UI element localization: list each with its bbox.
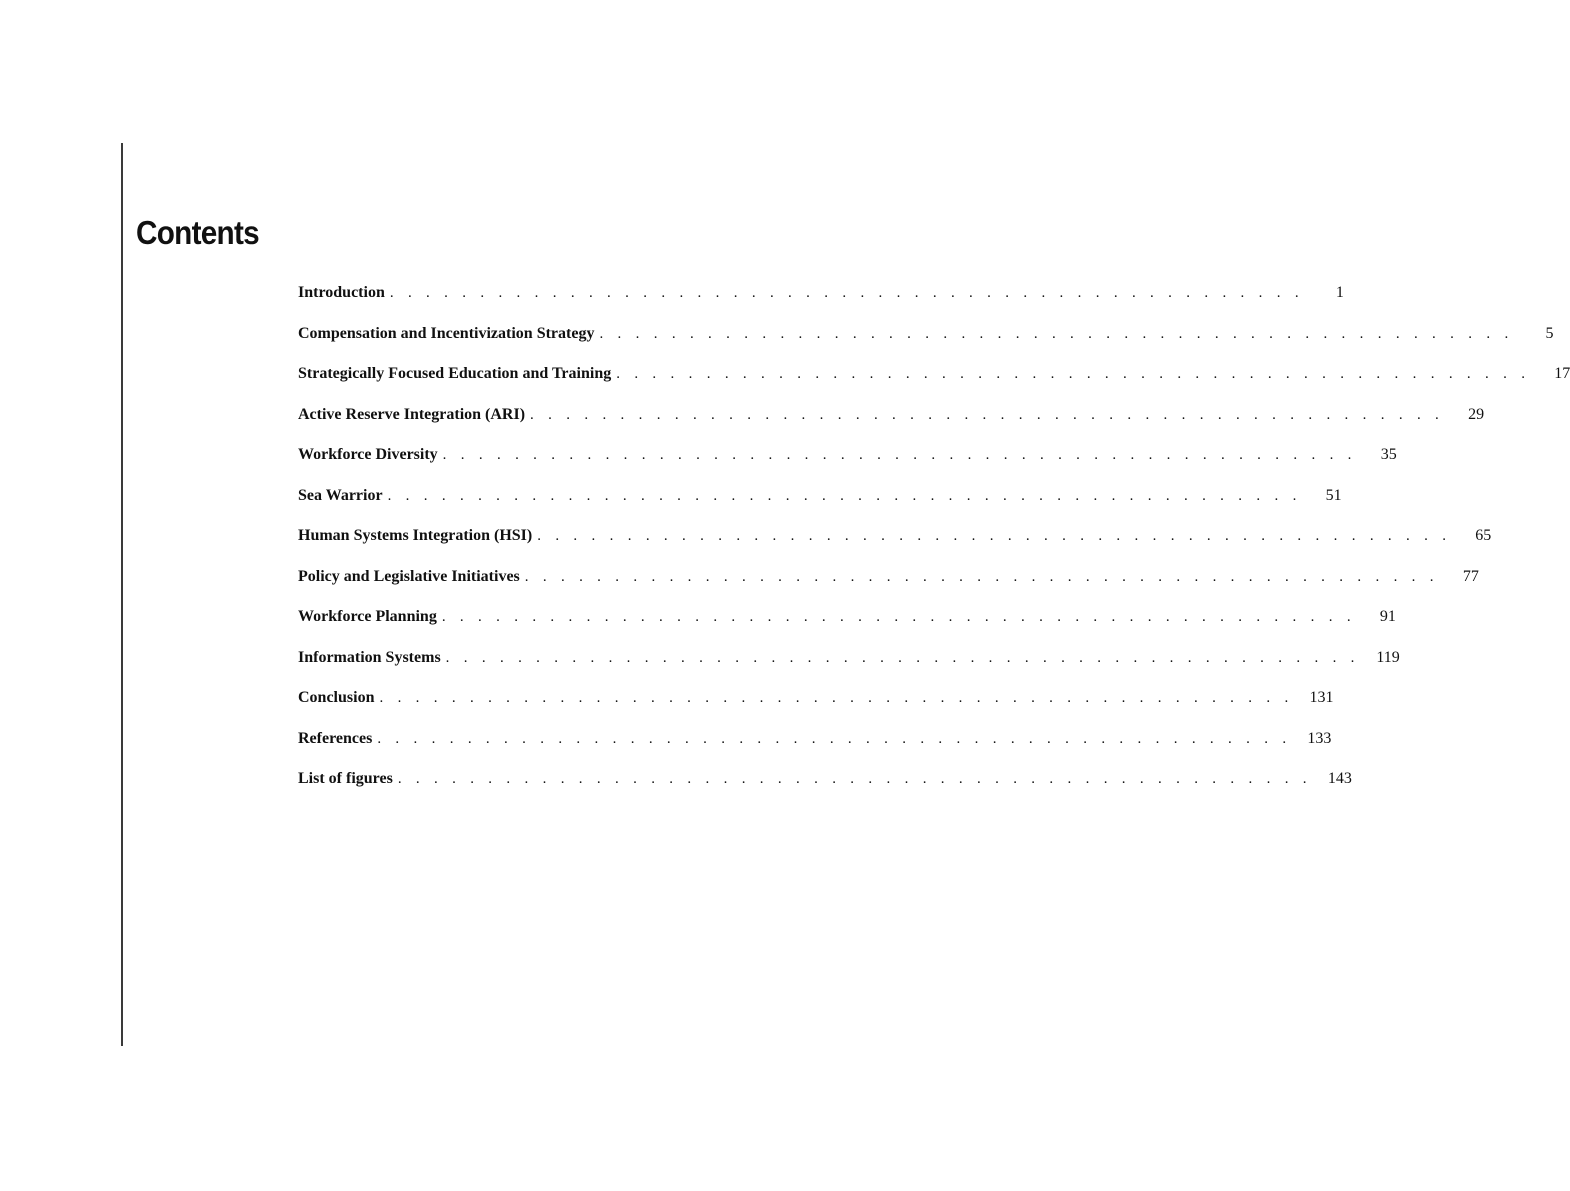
toc-entry-title: Human Systems Integration (HSI) (298, 527, 533, 544)
page-title: Contents (136, 214, 259, 251)
dot-leader: . . . . . . . . . . . . . . . . . . . . . . . . . . . . . . . . . . . . . . . . . . . . . . . . . . . (537, 528, 1452, 544)
toc-entry[interactable] (298, 729, 1332, 771)
toc-entry[interactable] (298, 486, 1342, 528)
toc-entry-title: Active Reserve Integration (ARI) (298, 405, 526, 423)
toc-entry[interactable] (298, 567, 1479, 609)
dot-leader: . . . . . . . . . . . . . . . . . . . . . . . . . . . . . . . . . . . . . . . . . . . . . . . . . . . (442, 447, 1357, 463)
dot-leader: . . . . . . . . . . . . . . . . . . . . . . . . . . . . . . . . . . . . . . . . . . . . . . . . . . . (441, 609, 1356, 625)
dot-leader: . . . . . . . . . . . . . . . . . . . . . . . . . . . . . . . . . . . . . . . . . . . . . . . . . . . (389, 285, 1304, 301)
dot-leader: . . . . . . . . . . . . . . . . . . . . . . . . . . . . . . . . . . . . . . . . . . . . . . . . . . . (616, 366, 1531, 382)
table-of-contents (298, 284, 1570, 811)
toc-entry[interactable] (298, 446, 1397, 487)
dot-leader: . . . . . . . . . . . . . . . . . . . . . . . . . . . . . . . . . . . . . . . . . . . . . . . . . . . (379, 690, 1294, 706)
toc-entry-page: 119 (1376, 648, 1400, 666)
toc-entry[interactable] (298, 284, 1344, 325)
toc-entry[interactable] (298, 689, 1334, 730)
margin-rule (121, 143, 123, 1046)
toc-entry-page: 17 (1554, 365, 1570, 382)
dot-leader: . . . . . . . . . . . . . . . . . . . . . . . . . . . . . . . . . . . . . . . . . . . . . . . . . . . (445, 649, 1360, 666)
toc-entry-title: Information Systems (298, 648, 441, 666)
dot-leader: . . . . . . . . . . . . . . . . . . . . . . . . . . . . . . . . . . . . . . . . . . . . . . . . . . . (530, 406, 1445, 423)
toc-entry-page: 131 (1309, 689, 1334, 706)
toc-entry-title: Introduction (298, 284, 385, 301)
toc-entry[interactable] (298, 648, 1400, 690)
toc-entry-title: Compensation and Incentivization Strategy (298, 324, 595, 342)
toc-entry-page: 65 (1475, 527, 1492, 544)
toc-entry-title: Conclusion (298, 689, 375, 706)
toc-entry-page: 91 (1379, 608, 1396, 625)
toc-entry[interactable] (298, 770, 1352, 811)
dot-leader: . . . . . . . . . . . . . . . . . . . . . . . . . . . . . . . . . . . . . . . . . . . . . . . . . . . (524, 568, 1439, 585)
toc-entry-title: Workforce Planning (298, 608, 437, 625)
toc-entry[interactable] (298, 405, 1485, 447)
toc-entry-page: 29 (1468, 405, 1485, 423)
toc-entry-page: 1 (1335, 284, 1344, 301)
toc-entry[interactable] (298, 365, 1570, 406)
toc-entry-title: Workforce Diversity (298, 446, 438, 463)
toc-entry[interactable] (298, 324, 1554, 366)
toc-entry[interactable] (298, 527, 1492, 568)
dot-leader: . . . . . . . . . . . . . . . . . . . . . . . . . . . . . . . . . . . . . . . . . . . . . . . . . . . (377, 730, 1292, 747)
dot-leader: . . . . . . . . . . . . . . . . . . . . . . . . . . . . . . . . . . . . . . . . . . . . . . . . . . . (387, 487, 1302, 504)
toc-entry-page: 143 (1327, 770, 1352, 787)
toc-entry-title: Policy and Legislative Initiatives (298, 567, 520, 585)
toc-entry-page: 35 (1380, 446, 1397, 463)
toc-entry-page: 5 (1545, 324, 1554, 342)
dot-leader: . . . . . . . . . . . . . . . . . . . . . . . . . . . . . . . . . . . . . . . . . . . . . . . . . . . (397, 771, 1312, 787)
toc-entry-page: 51 (1325, 486, 1342, 504)
toc-entry-title: Strategically Focused Education and Training (298, 365, 612, 382)
toc-entry-page: 133 (1307, 729, 1332, 747)
dot-leader: . . . . . . . . . . . . . . . . . . . . . . . . . . . . . . . . . . . . . . . . . . . . . . . . . . . (599, 325, 1514, 342)
toc-entry-title: List of figures (298, 770, 393, 787)
toc-entry-title: References (298, 729, 373, 747)
toc-entry-title: Sea Warrior (298, 486, 383, 504)
toc-entry-page: 77 (1462, 567, 1479, 585)
toc-entry[interactable] (298, 608, 1396, 649)
